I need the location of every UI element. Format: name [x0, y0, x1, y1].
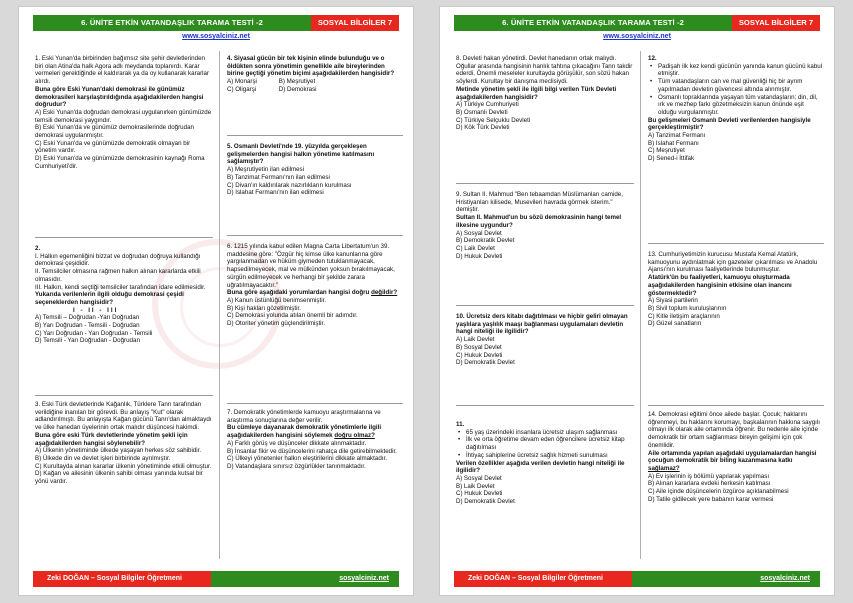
- question-stem: 13. Cumhuriyetimizin kurucusu Mustafa Kemal Atatürk, kamuoyunu aydınlatmak için gazeteler çıkarılması ve Anadolu Ajansı'nın kurulması faaliyetlerinde bulunmuştur.: [648, 251, 818, 274]
- footer-site-link[interactable]: sosyalciniz.net: [632, 571, 820, 587]
- author-label: Zeki DOĞAN – Sosyal Bilgiler Öğretmeni: [33, 571, 211, 587]
- site-link[interactable]: www.sosyalciniz.net: [182, 33, 250, 40]
- question-text: Sultan II. Mahmud'un bu sözü demokrasinin hangi temel ilkesine uygundur?: [456, 214, 622, 229]
- question-text: Buna göre eski Türk devletlerinde yönetim şekli için aşağıdakilerden hangisi söylenebilir?: [35, 431, 188, 447]
- option-c[interactable]: C) Aile içinde düşüncelerin özgürce açıklanabilmesi: [648, 488, 789, 496]
- option-d[interactable]: D) Kağan ve ailesinin ülkenin sahibi olması yanında kutsal bir yönü vardır.: [35, 470, 203, 486]
- statement-2: II. Temsilciler olmasına rağmen halkın alınan kararlarda etkili olmasıdır.: [35, 268, 201, 283]
- option-b[interactable]: B) Islahat Fermanı: [648, 139, 699, 147]
- footer-site-link[interactable]: sosyalciniz.net: [211, 571, 399, 587]
- question-separator: [227, 135, 403, 136]
- question-number: 2.: [35, 245, 41, 252]
- option-d[interactable]: D) Kök Türk Devleti: [456, 124, 510, 132]
- question-stem: 1. Eski Yunan'da birbirinden bağımsız site şehir devletlerinden biri olan Atina'da halk Agora adlı meydanda toplanırdı. Karar vermeleri gerektiğinde el kaldırarak ya da oy kullanarak kararlar alırdı.: [35, 55, 210, 86]
- option-a[interactable]: A) Türkiye Cumhuriyeti: [456, 101, 519, 109]
- question-negation: değildir?: [371, 289, 398, 297]
- question-text: Metinde yönetim şekli ile ilgili bilgi verilen Türk Devleti aşağıdakilerden hangisidir?: [456, 85, 617, 101]
- question-text: 4. Siyasal gücün bir tek kişinin elinde bulunduğu ve o öldükten sonra yönetimin genellikle aile bireylerinden birine geçtiği yönetim biçimi aşağıdakilerden hangisidir?: [227, 55, 395, 78]
- question-text: [227, 289, 403, 297]
- option-b[interactable]: B) Eski Yunan'da ve günümüz demokrasilerinde doğrudan demokrasi uygulanmıştır.: [35, 124, 194, 140]
- option-a[interactable]: A) Sosyal Devlet: [456, 474, 502, 482]
- statement-1: I. Halkın egemenliğini bizzat ve doğrudan doğruya kullandığı demokrasi çeşididir.: [35, 252, 201, 268]
- option-b[interactable]: B) Kişi hakları gözetilmiştir.: [227, 304, 301, 312]
- page-footer: [454, 571, 820, 587]
- question-separator: [456, 405, 634, 406]
- list-item: • İlk ve orta öğretime devam eden öğrencilere ücretsiz kitap dağıtılması: [456, 436, 634, 451]
- option-a[interactable]: A) Laik Devlet: [456, 336, 495, 344]
- question-separator: [227, 403, 403, 404]
- option-d[interactable]: D) Güzel sanatların: [648, 320, 702, 328]
- question-12: [648, 55, 824, 163]
- option-b[interactable]: B) Osmanlı Devleti: [456, 108, 508, 116]
- statement-3: III. Halkın, kendi seçtiği temsilciler tarafından idare edilmesidir.: [35, 283, 206, 291]
- option-c[interactable]: C) Meşrutiyet: [648, 147, 685, 155]
- question-10: [456, 313, 634, 367]
- author-label: Zeki DOĞAN – Sosyal Bilgiler Öğretmeni: [454, 571, 632, 587]
- question-stem: 6. 1215 yılında kabul edilen Magna Carta Libertatum'un 39. maddesine göre: "Özgür hiç kimse ülke kanunlarına göre yargılanmadan ve hüküm giymeden tutuklanmayacak, hapsedilmeyecek, mal ve mülkünden yoksun bırakılmayacak, sürgün edilmeyecek ve herhangi bir şekilde zarara uğratılmayacaktır.": [227, 243, 395, 289]
- test-title: 6. ÜNİTE ETKİN VATANDAŞLIK TARAMA TESTİ -2: [454, 15, 732, 31]
- option-a[interactable]: A) Ülkenin yönetiminde ülkede yaşayan herkes söz sahibidir.: [35, 447, 202, 455]
- option-a[interactable]: A) Tanzimat Fermanı: [648, 132, 706, 140]
- option-d[interactable]: D) Demokratik Devlet: [456, 359, 515, 367]
- option-c[interactable]: C) Kitle iletişim araçlarının: [648, 312, 720, 320]
- option-c[interactable]: C) Oligarşi: [227, 85, 257, 93]
- question-9: [456, 191, 634, 260]
- question-7: [227, 409, 403, 471]
- option-d[interactable]: D) Temsili - Yarı Doğrudan - Doğrudan: [35, 337, 140, 345]
- list-item: • 65 yaş üzerindeki insanlara ücretsiz ulaşım sağlanması: [456, 429, 634, 437]
- option-a[interactable]: A) Kanun üstünlüğü benimsenmiştir.: [227, 296, 327, 304]
- subject-label: SOSYAL BİLGİLER 7: [311, 15, 399, 31]
- question-text: [227, 424, 403, 439]
- site-link[interactable]: www.sosyalciniz.net: [603, 33, 671, 40]
- option-c[interactable]: C) Eski Yunan'da ve günümüzde demokratik olmayan bir yönetim vardır.: [35, 139, 191, 155]
- option-d[interactable]: D) Eski Yunan'da ve günümüzde demokrasinin kaynağı Roma Cumhuriyeti'dir.: [35, 155, 205, 170]
- subject-label: SOSYAL BİLGİLER 7: [732, 15, 820, 31]
- question-text: 10. Ücretsiz ders kitabı dağıtılması ve hiçbir geliri olmayan yaşlılara yaşlılık maaşı bağlanması uygulamaları devletin hangi niteliği ile ilgilidir?: [456, 313, 628, 336]
- option-b[interactable]: B) Tanzimat Fermanı'nın ilan edilmesi: [227, 173, 330, 181]
- option-c[interactable]: C) Hukuk Devleti: [456, 490, 503, 498]
- options-row-2: [227, 86, 403, 94]
- option-b[interactable]: B) Alınan kararlara evdeki herkesin katılması: [648, 480, 771, 488]
- question-text: Atatürk'ün bu faaliyetleri, kamuoyu oluşturmada aşağıdakilerden hangisinin etkisine olan inancını göstermektedir?: [648, 274, 792, 297]
- column-divider: [640, 51, 641, 559]
- option-c[interactable]: C) Yarı Doğrudan - Yarı Doğrudan - Temsili: [35, 329, 153, 337]
- question-text: 5. Osmanlı Devleti'nde 19. yüzyılda gerçekleşen gelişmelerden hangisi halkın yönetime katılmasını sağlamıştır?: [227, 143, 375, 166]
- question-2: [35, 245, 213, 345]
- question-stem: 14. Demokrasi eğitimi önce ailede başlar. Çocuk; haklarını öğrenmeyi, bu haklarını korumayı, başkalarının hakkına saygılı olmayı ilk olarak aile ortamında öğrenir. Bu nedenle aile içinde demokratik bir ortam sağlanması bireyin gelişimi için çok önemlidir.: [648, 411, 820, 449]
- list-item: • İhtiyaç sahiplerine ücretsiz sağlık hizmeti sunulması: [456, 452, 634, 460]
- column-divider: [219, 51, 220, 559]
- question-separator: [648, 405, 824, 406]
- question-text: [648, 450, 824, 473]
- question-stem: 3. Eski Türk devletlerinde Kağanlık, Türklere Tanrı tarafından verildiğine inanılan bir görevdi. Bu anlayış "Kut" olarak adlandırılmıştı. Bu anlayışta Kağan gücünü Tanrı'dan almaktaydı ve ülke hanedan üyelerinin ortak malıdır düşüncesi hakimdi.: [35, 401, 212, 432]
- list-item: • Tüm vatandaşların can ve mal güvenliği hiç bir ayrım yapılmadan devletin güvencesi altında alınmıştır.: [648, 78, 824, 93]
- option-d[interactable]: D) Demokrasi: [278, 85, 317, 93]
- question-text-main: Aile ortamında yapılan aşağıdaki uygulamalardan hangisi çocuğun demokratik bir biling kazanmasına katkı: [648, 449, 817, 465]
- question-separator: [456, 183, 634, 184]
- option-b[interactable]: B) İnsanlar fikir ve düşüncelerini rahatça dile getirebilmektedir.: [227, 447, 397, 455]
- question-5: [227, 143, 403, 197]
- option-a[interactable]: A) Siyasi partilerin: [648, 297, 698, 305]
- option-d[interactable]: D) Islahat Fermanı'nın ilan edilmesi: [227, 189, 324, 197]
- option-d[interactable]: D) Vatandaşlara sınırsız özgürlükler tanınmaktadır.: [227, 462, 366, 470]
- question-text: Bu gelişmeleri Osmanlı Devleti verilenlerden hangisiyle gerçekleştirmiştir?: [648, 116, 811, 132]
- question-text-main: Buna göre aşağıdaki yorumlardan hangisi doğru: [227, 289, 370, 297]
- question-number: 11.: [456, 421, 465, 428]
- worksheet-page-left: [18, 6, 414, 596]
- question-separator: [227, 235, 403, 236]
- question-stem: 8. Devleti hakan yönetirdi. Devlet hanedanın ortak malıydı. Oğullar arasında hangisinin hanlık tahtına çıkacağını Tanrı takdir ederdi. Önemli meseleler kurultayda görüşülür, son sözü hakan söylerdi. Kurultay bir danışma meclisiydi.: [456, 55, 633, 86]
- question-separator: [35, 395, 213, 396]
- question-stem: 9. Sultan II. Mahmud "Ben tebaamdan Müslümanları camide, Hristiyanları kilisede, Musevileri havrada görmek isterim." demiştir.: [456, 191, 623, 214]
- option-d[interactable]: D) Demokratik Devlet: [456, 498, 515, 506]
- question-stem: 7. Demokratik yönetimlerde kamuoyu araştırmalarına ve araştırma sonuçlarına değer verilir.: [227, 409, 381, 424]
- option-a[interactable]: A) Temsili – Doğrudan -Yarı Doğrudan: [35, 314, 140, 322]
- question-separator: [456, 305, 634, 306]
- options-row-1: [227, 78, 403, 86]
- option-c[interactable]: C) Ülkeyi yönetenler halkın eleştirilerini dikkate almaktadır.: [227, 455, 387, 463]
- question-separator: [648, 243, 824, 244]
- option-a[interactable]: A) Monarşi: [227, 78, 257, 86]
- option-a[interactable]: A) Eski Yunan'da doğrudan demokrasi uygulanırken günümüzde temsili demokrasi yaygındır.: [35, 108, 212, 124]
- option-b[interactable]: B) Laik Devlet: [456, 482, 495, 490]
- question-1: [35, 55, 213, 171]
- question-4: [227, 55, 403, 94]
- question-text: Verilen özellikler aşağıda verilen devletin hangi niteliği ile ilgilidir?: [456, 459, 625, 475]
- bullet-list: [648, 63, 824, 117]
- option-b[interactable]: B) Sivil toplum kuruluşlarının: [648, 304, 727, 312]
- page-header: [454, 15, 820, 31]
- list-item: • Osmanlı topraklarında yaşayan tüm vatandaşların; din, dil, ırk ve mezhep farkı gözetmeksizin kanun önünde eşit olduğu vurgulanmıştır.: [648, 94, 824, 117]
- option-a[interactable]: A) Ev işlerinin iş bölümü yapılarak yapılması: [648, 472, 770, 480]
- option-d[interactable]: D) Sened-i İttifak: [648, 155, 695, 163]
- question-6: [227, 243, 403, 328]
- worksheet-page-right: [439, 6, 835, 596]
- question-negation: doğru olmaz?: [334, 432, 375, 440]
- page-header: [33, 15, 399, 31]
- option-c[interactable]: C) Divan'ın kaldırılarak nazırlıkların kurulması: [227, 181, 352, 189]
- option-b[interactable]: B) Ülkede din ve devlet işleri birbirinde ayrılmıştır.: [35, 454, 171, 462]
- roman-header: I - II - III: [73, 306, 119, 314]
- bullet-list: [456, 429, 634, 460]
- list-item: • Padişah ilk kez kendi gücünün yanında kanun gücünü kabul etmiştir.: [648, 63, 824, 78]
- option-d[interactable]: D) Hukuk Devleti: [456, 252, 503, 260]
- question-negation: sağlamaz?: [648, 464, 680, 472]
- option-b[interactable]: B) Meşrutiyet: [278, 78, 316, 86]
- option-b[interactable]: B) Demokratik Devlet: [456, 237, 515, 245]
- option-c[interactable]: C) Hukuk Devleti: [456, 351, 503, 359]
- option-a[interactable]: A) Farklı görüş ve düşünceler dikkate alınmaktadır.: [227, 439, 367, 447]
- option-b[interactable]: B) Yarı Doğrudan - Temsili - Doğrudan: [35, 322, 140, 330]
- option-c[interactable]: C) Laik Devlet: [456, 244, 495, 252]
- question-text: Yukarıda verilenlerin ilgili olduğu demokrasi çeşidi seçeneklerden hangisidir?: [35, 291, 184, 306]
- option-b[interactable]: B) Sosyal Devlet: [456, 343, 502, 351]
- question-8: [456, 55, 634, 132]
- page-footer: [33, 571, 399, 587]
- question-3: [35, 401, 213, 486]
- question-separator: [35, 237, 213, 238]
- question-text: Buna göre Eski Yunan'daki demokrasi ile günümüz demokrasileri karşılaştırıldığında aşağıdakilerden hangisi doğrudur?: [35, 85, 204, 109]
- option-c[interactable]: C) Demokrasi yolunda atılan önemli bir adımdır.: [227, 312, 358, 320]
- question-number: 12.: [648, 55, 657, 62]
- test-title: 6. ÜNİTE ETKİN VATANDAŞLIK TARAMA TESTİ -2: [33, 15, 311, 31]
- question-text-main: Bu cümleye dayanarak demokratik yönetimlerle ilgili aşağıdakilerden hangisini söylemek: [227, 424, 382, 440]
- question-13: [648, 251, 824, 328]
- option-d[interactable]: D) Otoriter yönetim güçlendirilmiştir.: [227, 320, 325, 328]
- question-11: [456, 421, 634, 506]
- option-a[interactable]: A) Sosyal Devlet: [456, 229, 502, 237]
- option-a[interactable]: A) Meşrutiyetin ilan edilmesi: [227, 166, 305, 174]
- option-c[interactable]: C) Türkiye Selçuklu Devleti: [456, 116, 531, 124]
- question-14: [648, 411, 824, 503]
- option-c[interactable]: C) Kurultayda alınan kararlar ülkenin yönetiminde etkili olmuştur.: [35, 462, 212, 470]
- option-d[interactable]: D) Tatile gidilecek yere babanın karar vermesi: [648, 495, 774, 503]
